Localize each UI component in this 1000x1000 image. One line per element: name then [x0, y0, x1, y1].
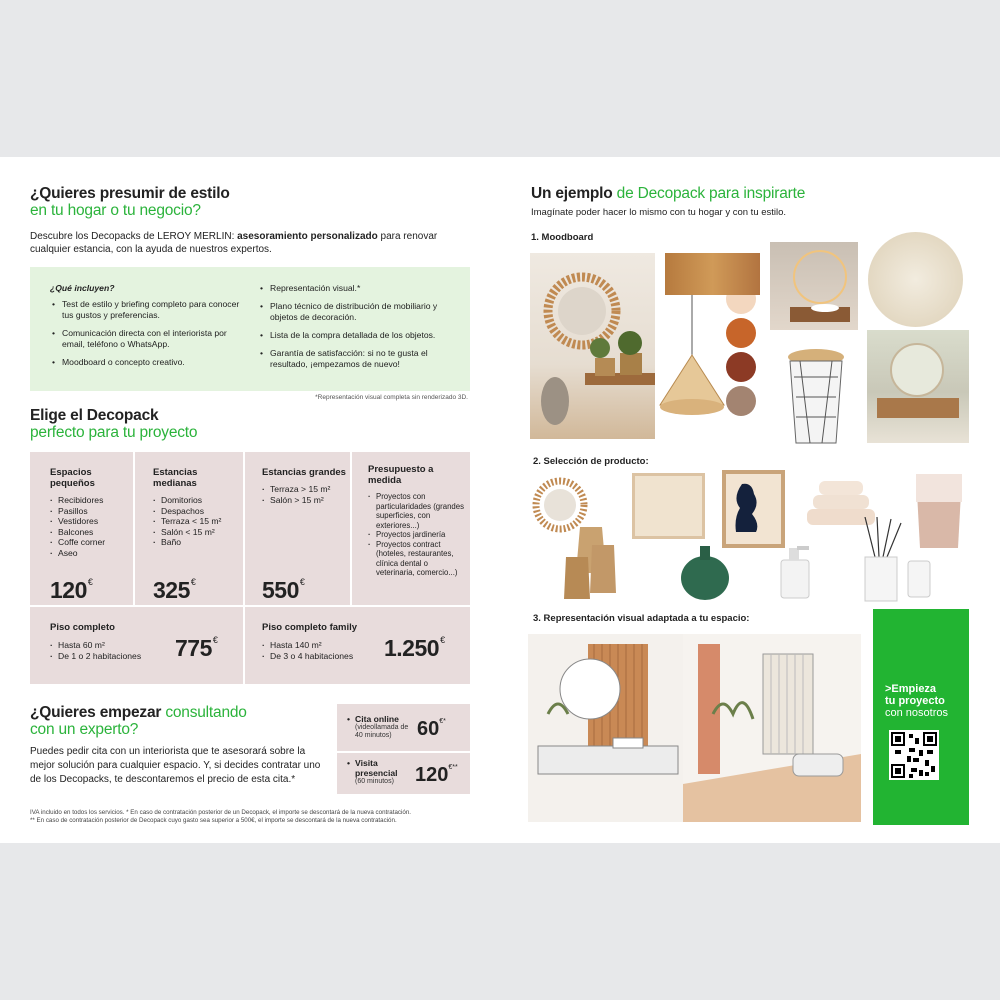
- included-item: • Plano técnico de distribución de mobiliario y objetos de decoración.: [258, 301, 458, 323]
- hero-heading: [30, 185, 430, 219]
- price-value: 120: [50, 577, 87, 603]
- legal-line: ** En caso de contratación posterior de Decopack cuyo gasto sea superior a 500€, el importe se descontará de la nueva contratación.: [30, 817, 397, 824]
- product-cushion: [632, 473, 705, 539]
- pack-item: · De 3 o 4 habitaciones: [262, 651, 462, 662]
- moodboard-wood-photo: [665, 253, 760, 295]
- cta-line: con nosotros: [885, 707, 948, 719]
- pack-items: [50, 495, 130, 558]
- pack-item: · Recibidores: [50, 495, 130, 506]
- pack-item: · Terraza < 15 m²: [153, 516, 241, 527]
- included-box: [30, 267, 470, 391]
- step-selection: 2. Selección de producto:: [533, 456, 649, 467]
- pack-item: · Proyectos con particularidades (grandes superficies, con exteriores...): [368, 492, 464, 530]
- example-title: Un ejemplo: [531, 185, 613, 202]
- pack-item: · Pasillos: [50, 506, 130, 517]
- pack-custom[interactable]: [368, 464, 464, 604]
- expert-text: Puedes pedir cita con un interiorista que te asesorará sobre la mejor solución para cualquier espacio. Y, si decides contratar uno de los Decopacks, te descontaremos el precio de esta cita.*: [30, 746, 321, 785]
- product-art-print: [722, 470, 785, 548]
- expert-title: ¿Quieres empezar: [30, 704, 162, 721]
- example-title-green: de Decopack para inspirarte: [612, 185, 806, 202]
- pack-title: Espacios pequeños: [50, 467, 95, 489]
- expert-options: [337, 704, 470, 794]
- product-glass-vase: [678, 542, 733, 602]
- cta-line: >Empieza: [885, 683, 937, 695]
- pack-item: · Balcones: [50, 527, 130, 538]
- price-value: 325: [153, 577, 190, 603]
- price-currency: €: [212, 635, 218, 645]
- step-moodboard: 1. Moodboard: [531, 232, 594, 243]
- pack-full-family[interactable]: [262, 622, 462, 677]
- option-label: • Visita presencial: [347, 758, 398, 778]
- pack-item: · Aseo: [50, 548, 130, 559]
- moodboard-basket-photo: [782, 347, 850, 447]
- choose-heading: [30, 407, 430, 441]
- included-item: • Garantía de satisfacción: si no te gusta el resultado, ¡empezamos de nuevo!: [258, 348, 458, 370]
- step-render: 3. Representación visual adaptada a tu espacio:: [533, 613, 750, 624]
- intro-paragraph: [30, 230, 470, 256]
- moodboard-lamp-swatches: [640, 295, 760, 445]
- pack-price: [262, 577, 304, 604]
- render-livingroom-sketch: [683, 634, 861, 822]
- moodboard-bathroom-photo: [867, 330, 969, 443]
- pack-title: Estancias medianas: [153, 467, 198, 489]
- pack-item: · Proyectos jardinería: [368, 530, 464, 540]
- included-item: • Representación visual.*: [258, 283, 458, 294]
- included-item: • Lista de la compra detallada de los objetos.: [258, 330, 458, 341]
- pack-item: · Despachos: [153, 506, 241, 517]
- pack-price: [384, 635, 445, 662]
- pack-item: · Salón > 15 m²: [262, 495, 348, 506]
- option-detail: (60 minutos): [355, 778, 394, 785]
- moodboard-bath-mirror-photo: [770, 242, 858, 330]
- legal-line: IVA incluido en todos los servicios. * En caso de contratación posterior de un Decopack, el importe se descontará de la nueva contratación.: [30, 809, 411, 816]
- cta-panel[interactable]: [873, 609, 969, 825]
- pack-items: [262, 484, 348, 505]
- product-basket: [910, 462, 968, 550]
- pack-title: Estancias grandes: [262, 467, 346, 478]
- pack-title: Piso completo: [50, 622, 115, 633]
- product-reed-diffuser: [855, 517, 907, 603]
- product-soap-dispenser: [775, 542, 815, 600]
- moodboard-rug-photo: [868, 232, 963, 327]
- option-detail: (videollamada de 40 minutos): [355, 724, 409, 739]
- pack-items: [368, 492, 464, 578]
- hero-subtitle: en tu hogar o tu negocio?: [30, 202, 201, 219]
- pack-item: · Terraza > 15 m²: [262, 484, 348, 495]
- pack-item: · Hasta 140 m²: [262, 640, 462, 651]
- pack-item: · Proyectos contract (hoteles, restaurantes, clínica dental o veterinaria, comercio...): [368, 540, 464, 578]
- cta-line: tu proyecto: [885, 695, 945, 707]
- lamp-icon: [640, 295, 760, 445]
- option-visit[interactable]: [347, 758, 465, 786]
- expert-heading: [30, 704, 330, 738]
- pack-price: [175, 635, 217, 662]
- included-footnote: *Representación visual completa sin renderizado 3D.: [315, 394, 468, 401]
- pack-item: · Domitorios: [153, 495, 241, 506]
- price-value: 775: [175, 635, 212, 661]
- example-heading: [531, 185, 971, 202]
- choose-title: Elige el Decopack: [30, 407, 159, 424]
- pricing-grid: [30, 452, 470, 684]
- pack-item: · Hasta 60 m²: [50, 640, 235, 651]
- product-tumbler: [905, 557, 933, 599]
- pack-full[interactable]: [50, 622, 235, 677]
- included-item: • Test de estilo y briefing completo para conocer tus gustos y preferencias.: [50, 299, 250, 321]
- intro-bold: asesoramiento personalizado: [237, 231, 378, 242]
- price-currency: €: [87, 577, 93, 587]
- option-online[interactable]: [347, 714, 465, 740]
- pack-title: Piso completo family: [262, 622, 358, 633]
- option-price: 120€**: [415, 764, 458, 786]
- pack-price: [50, 577, 92, 604]
- price-currency: €: [299, 577, 305, 587]
- option-price: 60€*: [417, 718, 446, 740]
- pack-medium[interactable]: [153, 467, 241, 602]
- expert-subtitle: con un experto?: [30, 721, 139, 738]
- expert-title-green: consultando: [165, 704, 247, 721]
- qr-code-icon[interactable]: [889, 730, 939, 780]
- choose-subtitle: perfecto para tu proyecto: [30, 424, 198, 441]
- pack-price: [153, 577, 195, 604]
- moodboard-mirror-photo: [530, 253, 655, 439]
- pack-title: Presupuesto a medida: [368, 464, 434, 486]
- mirror-icon: [530, 253, 655, 439]
- included-list-2: [258, 283, 458, 370]
- cta-text: [885, 683, 948, 719]
- included-heading: ¿Qué incluyen?: [50, 283, 115, 293]
- price-currency: €: [190, 577, 196, 587]
- pack-item: · Salón < 15 m²: [153, 527, 241, 538]
- intro-suffix: para renovar cualquier estancia, con la ayuda de nuestros expertos.: [30, 231, 438, 255]
- legal-notes: [30, 809, 480, 825]
- included-list-1: [50, 299, 250, 368]
- hero-title: ¿Quieres presumir de estilo: [30, 185, 230, 202]
- included-item: • Moodboard o concepto creativo.: [50, 357, 250, 368]
- pack-large[interactable]: [262, 467, 348, 602]
- pack-small[interactable]: [50, 467, 130, 602]
- pack-item: · De 1 o 2 habitaciones: [50, 651, 235, 662]
- render-bathroom-sketch: [528, 634, 683, 822]
- pack-items: [153, 495, 241, 548]
- intro-prefix: Descubre los Decopacks de LEROY MERLIN:: [30, 231, 238, 242]
- product-mirror-baskets: [530, 475, 620, 600]
- included-item: • Comunicación directa con el interiorista por email, teléfono o WhatsApp.: [50, 328, 250, 350]
- example-intro: Imagínate poder hacer lo mismo con tu hogar y con tu estilo.: [531, 207, 787, 218]
- pack-item: · Baño: [153, 537, 241, 548]
- price-value: 1.250: [384, 635, 440, 661]
- pack-item: · Vestidores: [50, 516, 130, 527]
- price-value: 550: [262, 577, 299, 603]
- option-label: • Cita online: [347, 714, 399, 724]
- price-currency: €: [440, 635, 445, 645]
- brochure-spread: [0, 157, 1000, 843]
- pack-item: · Coffe corner: [50, 537, 130, 548]
